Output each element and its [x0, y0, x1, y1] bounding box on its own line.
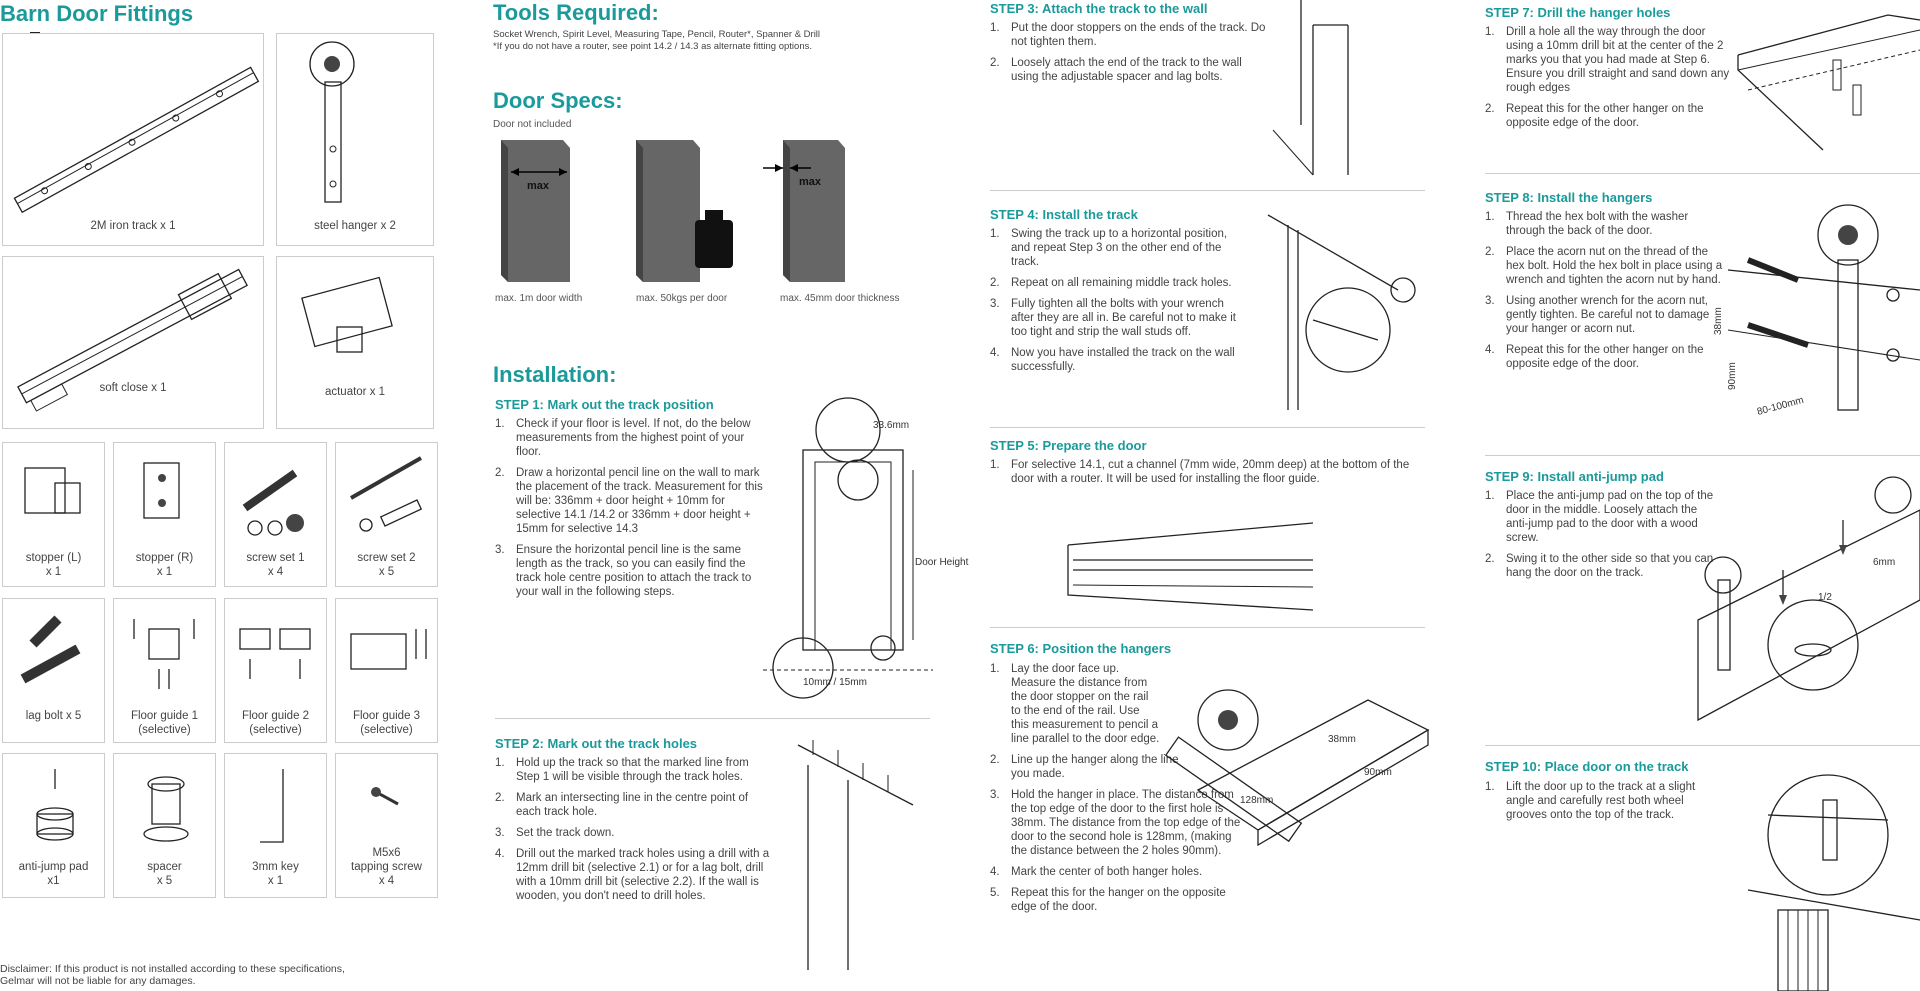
- fitting-label: actuator x 1: [324, 386, 386, 398]
- fitting-card-actuator: [276, 256, 434, 429]
- step-text: Repeat this for the hanger on the opposite edge of the door.: [1011, 887, 1226, 913]
- fitting-card-floor-guide-1: [113, 598, 216, 743]
- list-item: 1. Drill a hole all the way through the door using a 10mm drill bit at the center of the 2 marks you that you had made at Step 6. Ensure you drill straight and sand down any rough edges: [1485, 26, 1730, 94]
- step-4-title: STEP 4: Install the track: [990, 207, 1138, 222]
- step-text: Put the door stoppers on the ends of the track. Do not tighten them.: [1011, 22, 1266, 48]
- max-label-width: max: [527, 180, 550, 192]
- list-item: 2. Repeat this for the other hanger on the opposite edge of the door.: [1485, 103, 1704, 129]
- fitting-card-track: [2, 33, 264, 246]
- step-2-title: STEP 2: Mark out the track holes: [495, 736, 698, 751]
- step-text: For selective 14.1, cut a channel (7mm wide, 20mm deep) at the bottom of the door with a router. It will be used for installing the floor guide.: [1011, 459, 1410, 485]
- door-not-included: Door not included: [493, 119, 572, 130]
- fitting-card-tapping-screw: [335, 753, 438, 898]
- door-height-label: Door Height: [915, 557, 969, 568]
- divider: [1485, 173, 1920, 174]
- gap-label: 6mm: [1873, 557, 1896, 568]
- fitting-label: Floor guide 3: [352, 710, 421, 722]
- step-7-diagram: [1738, 10, 1920, 160]
- step-10-list: [1485, 780, 1725, 829]
- fitting-label: screw set 1: [246, 552, 305, 564]
- fitting-qty: x 1: [267, 875, 284, 887]
- actuator-illustration: [277, 257, 435, 430]
- step-text: Thread the hex bolt with the washer through the back of the door.: [1506, 211, 1689, 237]
- step-5-diagram: [1068, 515, 1328, 615]
- dim-38mm: 38mm: [1713, 307, 1724, 335]
- list-item: 2. Draw a horizontal pencil line on the wall to mark the placement of the track. Measurement for this will be: 336mm + door height + 10mm for selective 14.1 /14.2 or 336mm + door height + 15mm for selective 14.3: [495, 467, 763, 535]
- fitting-label: 2M iron track x 1: [90, 220, 176, 232]
- list-item: 2. Loosely attach the end of the track to the wall using the adjustable spacer and lag bolts.: [990, 57, 1242, 83]
- step-9-title: STEP 9: Install anti-jump pad: [1485, 469, 1664, 484]
- fitting-qty: x1: [47, 875, 60, 887]
- divider: [1485, 745, 1920, 746]
- dim-38mm: 38mm: [1328, 734, 1356, 745]
- dim-top-label: 33.6mm: [873, 420, 910, 431]
- dim-128mm: 128mm: [1240, 795, 1274, 806]
- divider: [495, 718, 930, 719]
- fitting-card-soft-close: [2, 256, 264, 429]
- step-text: Now you have installed the track on the wall successfully.: [1011, 347, 1235, 373]
- tools-line: Socket Wrench, Spirit Level, Measuring Tape, Pencil, Router*, Spanner & Drill: [493, 29, 821, 40]
- spec-width-caption: max. 1m door width: [495, 293, 583, 304]
- step-text: Loosely attach the end of the track to the wall using the adjustable spacer and lag bolts.: [1011, 57, 1242, 83]
- weight-icon: [695, 220, 733, 268]
- steps-3-6-column: [988, 0, 1428, 991]
- step-3-diagram: [1273, 0, 1423, 180]
- step-10-title: STEP 10: Place door on the track: [1485, 759, 1689, 774]
- list-item: 3. Ensure the horizontal pencil line is the same length as the track, so you can easily find the track hole centre position to attach the track to your wall in the following steps.: [495, 544, 752, 598]
- step-text: Using another wrench for the acorn nut, gently tighten. Be careful not to damage your hanger or acorn nut.: [1506, 295, 1710, 335]
- fitting-qty: x 5: [378, 566, 395, 578]
- fitting-qty: (selective): [249, 724, 302, 736]
- fittings-title: Barn Door Fittings: [0, 1, 194, 26]
- dim-90mm: 90mm: [1364, 767, 1392, 778]
- fitting-qty: x 4: [267, 566, 284, 578]
- fitting-qty: x 1: [45, 566, 62, 578]
- step-text: Mark an intersecting line in the centre point of each track hole.: [516, 792, 749, 818]
- spec-weight-caption: max. 50kgs per door: [636, 293, 728, 304]
- step-5-title: STEP 5: Prepare the door: [990, 438, 1147, 453]
- fitting-qty: x 4: [378, 875, 395, 887]
- list-item: 2. Repeat on all remaining middle track holes.: [990, 277, 1232, 289]
- step-2-diagram: [793, 735, 933, 975]
- step-7-title: STEP 7: Drill the hanger holes: [1485, 5, 1671, 20]
- list-item: 3. Hold the hanger in place. The distance from the top edge of the door to the first hole is 38mm. The distance from the top edge of the door to the second hole is 128mm, (making the distance between the 2 holes 90mm).: [990, 789, 1241, 857]
- divider: [990, 427, 1425, 428]
- fitting-label: spacer: [147, 861, 182, 873]
- tools-title: Tools Required:: [493, 0, 659, 25]
- list-item: 5. Repeat this for the hanger on the opposite edge of the door.: [990, 887, 1226, 913]
- step-text: Fully tighten all the bolts with your wrench after they are all in. Be careful not to make it too tight and strip the wall studs off.: [1011, 298, 1237, 338]
- fitting-label: lag bolt x 5: [25, 710, 82, 722]
- door-specs-illustration: [493, 130, 933, 290]
- fitting-label: M5x6: [372, 847, 401, 859]
- list-item: 4. Drill out the marked track holes using a drill with a 12mm drill bit (selective 2.1) or for a lag bolt, drill with a 10mm drill bit (selective 2.2). If the wall is wooden, you don't need to drill holes.: [495, 848, 770, 902]
- dim-80-100mm: 80-100mm: [1755, 394, 1805, 418]
- step-6-diagram: [1178, 670, 1428, 880]
- step-text: Place the anti-jump pad on the top of the door in the middle. Loosely attach the anti-jump pad to the door with a wood screw.: [1506, 490, 1714, 544]
- step-1-diagram: [763, 390, 969, 700]
- track-illustration: [3, 34, 265, 247]
- step-text: Hold up the track so that the marked line from Step 1 will be visible through the track holes.: [516, 757, 749, 783]
- fitting-card-spacer: [113, 753, 216, 898]
- fitting-label: Floor guide 2: [241, 710, 310, 722]
- step-1-title: STEP 1: Mark out the track position: [495, 397, 714, 412]
- step-8-title: STEP 8: Install the hangers: [1485, 190, 1653, 205]
- step-1-list: [495, 417, 765, 606]
- dim-90mm: 90mm: [1727, 362, 1738, 390]
- list-item: 3. Set the track down.: [495, 827, 615, 839]
- step-text: Place the acorn nut on the thread of the hex bolt. Hold the hex bolt in place using a wrench and tighten the acorn nut by hand.: [1506, 246, 1723, 286]
- step-3-list: [990, 21, 1270, 91]
- fitting-label: 3mm key: [252, 861, 299, 873]
- list-item: 1. Check if your floor is level. If not, do the below measurements from the highest point of your floor.: [495, 418, 751, 458]
- disclaimer-line: Gelmar will not be liable for any damages.: [0, 975, 196, 987]
- step-text: Repeat on all remaining middle track holes.: [1011, 277, 1232, 289]
- half-label: 1/2: [1818, 592, 1832, 603]
- fittings-column: [0, 0, 440, 991]
- fitting-card-screw-set-2: [335, 442, 438, 587]
- disclaimer-line: Disclaimer: If this product is not installed according to these specifications,: [0, 963, 345, 975]
- step-6-title: STEP 6: Position the hangers: [990, 641, 1172, 656]
- fitting-label: screw set 2: [357, 552, 416, 564]
- fitting-label: steel hanger x 2: [314, 220, 396, 232]
- max-label-thickness: max: [799, 176, 822, 188]
- step-4-diagram: [1238, 210, 1428, 410]
- dim-bottom-label: 10mm / 15mm: [803, 677, 867, 688]
- list-item: 2. Place the acorn nut on the thread of the hex bolt. Hold the hex bolt in place using a wrench and tighten the acorn nut by hand.: [1485, 246, 1723, 286]
- step-text: Hold the hanger in place. The distance from the top edge of the door to the first hole is 38mm. The distance from the top edge of the door to the second hole is 128mm, (making the distance between the 2 holes 90mm).: [1011, 789, 1241, 857]
- step-5-list: [990, 458, 1415, 493]
- step-text: Line up the hanger along the line you made.: [1011, 754, 1179, 780]
- step-text: Mark the center of both hanger holes.: [1011, 866, 1203, 878]
- fitting-card-hanger: [276, 33, 434, 246]
- fitting-card-stopper-r: [113, 442, 216, 587]
- list-item: 4. Repeat this for the other hanger on the opposite edge of the door.: [1485, 344, 1704, 370]
- installation-title: Installation:: [493, 362, 617, 387]
- list-item: 1. For selective 14.1, cut a channel (7mm wide, 20mm deep) at the bottom of the door with a router. It will be used for installing the floor guide.: [990, 459, 1410, 485]
- divider: [990, 627, 1425, 628]
- soft-close-illustration: [3, 257, 265, 430]
- step-text: Lay the door face up. Measure the distance from the door stopper on the rail to the end of the rail. Use this measurement to pencil a line parallel to the door edge.: [1011, 663, 1160, 745]
- fitting-label: anti-jump pad: [18, 861, 89, 873]
- step-text: Swing the track up to a horizontal position, and repeat Step 3 on the other end of the track.: [1011, 228, 1228, 268]
- list-item: 1. Hold up the track so that the marked line from Step 1 will be visible through the track holes.: [495, 757, 749, 783]
- fitting-label-2: tapping screw: [351, 861, 422, 873]
- list-item: 4. Mark the center of both hanger holes.: [990, 866, 1203, 878]
- step-text: Repeat this for the other hanger on the opposite edge of the door.: [1506, 103, 1704, 129]
- step-text: Repeat this for the other hanger on the opposite edge of the door.: [1506, 344, 1704, 370]
- list-item: 1. Lay the door face up. Measure the distance from the door stopper on the rail to the end of the rail. Use this measurement to pencil a line parallel to the door edge.: [990, 663, 1160, 745]
- list-item: 2. Swing it to the other side so that you can hang the door on the track.: [1485, 553, 1714, 579]
- spec-thickness-caption: max. 45mm door thickness: [780, 293, 900, 304]
- fitting-label: Floor guide 1: [130, 710, 199, 722]
- tools-specs-column: [493, 0, 969, 991]
- list-item: 4. Now you have installed the track on the wall successfully.: [990, 347, 1235, 373]
- list-item: 1. Lift the door up to the track at a slight angle and carefully rest both wheel grooves onto the top of the track.: [1485, 781, 1696, 821]
- fitting-qty: x 5: [156, 875, 173, 887]
- fitting-card-screw-set-1: [224, 442, 327, 587]
- step-10-diagram: [1748, 760, 1920, 991]
- step-text: Drill out the marked track holes using a drill with a 12mm drill bit (selective 2.1) or for a lag bolt, drill with a 10mm drill bit (selective 2.2). If the wall is wooden, you don't need to drill holes.: [516, 848, 770, 902]
- step-9-diagram: [1693, 470, 1920, 730]
- step-text: Lift the door up to the track at a slight angle and carefully rest both wheel grooves onto the top of the track.: [1506, 781, 1696, 821]
- fitting-card-stopper-l: [2, 442, 105, 587]
- step-8-diagram: [1713, 190, 1920, 440]
- step-text: Draw a horizontal pencil line on the wall to mark the placement of the track. Measurement for this will be: 336mm + door height + 10mm for selective 14.1 /14.2 or 336mm + door height + 15mm for selective 14.3: [516, 467, 763, 535]
- fitting-card-anti-jump-pad: [2, 753, 105, 898]
- fitting-card-floor-guide-2: [224, 598, 327, 743]
- list-item: 3. Using another wrench for the acorn nut, gently tighten. Be careful not to damage your hanger or acorn nut.: [1485, 295, 1710, 335]
- tools-note: *If you do not have a router, see point 14.2 / 14.3 as alternate fitting options.: [493, 41, 812, 52]
- fitting-qty: (selective): [138, 724, 191, 736]
- fitting-qty: x 1: [156, 566, 173, 578]
- step-text: Drill a hole all the way through the door using a 10mm drill bit at the center of the 2 marks you that you had made at Step 6. Ensure you drill straight and sand down any rough edges: [1506, 26, 1730, 94]
- list-item: 1. Put the door stoppers on the ends of the track. Do not tighten them.: [990, 22, 1266, 48]
- step-3-title: STEP 3: Attach the track to the wall: [990, 1, 1208, 16]
- fitting-card-key: [224, 753, 327, 898]
- step-text: Check if your floor is level. If not, do the below measurements from the highest point of your floor.: [516, 418, 751, 458]
- fitting-qty: (selective): [360, 724, 413, 736]
- hanger-illustration: [277, 34, 435, 247]
- step-text: Ensure the horizontal pencil line is the same length as the track, so you can easily find the track hole centre position to attach the track to your wall in the following steps.: [516, 544, 752, 598]
- divider: [1485, 455, 1920, 456]
- fitting-label: soft close x 1: [99, 382, 167, 394]
- list-item: 1. Swing the track up to a horizontal position, and repeat Step 3 on the other end of the track.: [990, 228, 1228, 268]
- steps-7-10-column: [1483, 0, 1920, 991]
- step-2-list: [495, 756, 775, 910]
- list-item: 3. Fully tighten all the bolts with your wrench after they are all in. Be careful not to make it too tight and strip the wall studs off.: [990, 298, 1237, 338]
- disclaimer: [0, 963, 345, 987]
- divider: [990, 190, 1425, 191]
- fitting-card-lag-bolt: [2, 598, 105, 743]
- list-item: 2. Mark an intersecting line in the centre point of each track hole.: [495, 792, 749, 818]
- step-7-list: [1485, 25, 1730, 137]
- list-item: 2. Line up the hanger along the line you made.: [990, 754, 1179, 780]
- step-text: Set the track down.: [516, 827, 615, 839]
- list-item: 1. Thread the hex bolt with the washer through the back of the door.: [1485, 211, 1689, 237]
- tools-text: [493, 29, 913, 53]
- fitting-label: stopper (L): [25, 552, 82, 564]
- fitting-label: stopper (R): [135, 552, 194, 564]
- list-item: 1. Place the anti-jump pad on the top of the door in the middle. Loosely attach the anti-jump pad to the door with a wood screw.: [1485, 490, 1714, 544]
- step-text: Swing it to the other side so that you can hang the door on the track.: [1506, 553, 1714, 579]
- step-4-list: [990, 227, 1240, 381]
- fitting-card-floor-guide-3: [335, 598, 438, 743]
- specs-title: Door Specs:: [493, 88, 623, 113]
- step-9-list: [1485, 489, 1715, 587]
- step-8-list: [1485, 210, 1725, 378]
